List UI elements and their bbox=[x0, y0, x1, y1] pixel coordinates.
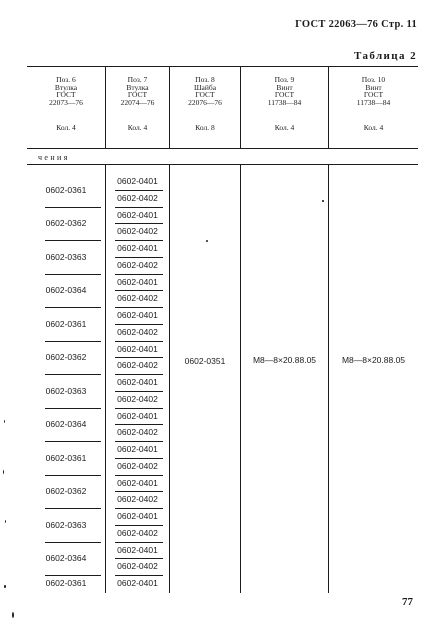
col7-row-separator bbox=[115, 525, 163, 526]
col6-cell: 0602-0361 bbox=[45, 578, 87, 589]
col6-cell: 0602-0361 bbox=[45, 318, 87, 329]
col6-row-separator bbox=[45, 441, 101, 442]
col7-row-separator bbox=[115, 307, 163, 308]
col7-cell: 0602-0402 bbox=[117, 561, 158, 572]
col7-cell: 0602-0402 bbox=[117, 293, 158, 304]
col6-row-separator bbox=[45, 374, 101, 375]
col6-cell: 0602-0363 bbox=[45, 251, 87, 262]
quantity-pos9: Кол. 4 bbox=[274, 123, 295, 132]
col7-row-separator bbox=[115, 458, 163, 459]
col6-cell: 0602-0364 bbox=[45, 553, 87, 564]
col7-row-separator bbox=[115, 357, 163, 358]
quantity-pos6: Кол. 4 bbox=[56, 123, 76, 132]
col7-cell: 0602-0402 bbox=[117, 226, 158, 237]
table-top-border bbox=[27, 66, 418, 67]
col6-row-separator bbox=[45, 508, 101, 509]
column-pos: Поз. 9 bbox=[274, 75, 295, 84]
col9-merged-value: M8—8×20.88.05 bbox=[252, 355, 317, 365]
col7-row-separator bbox=[115, 558, 163, 559]
column-header-pos6 bbox=[27, 76, 105, 106]
column-name: Винт bbox=[276, 82, 293, 92]
col6-row-separator bbox=[45, 240, 101, 241]
col7-row-separator bbox=[115, 207, 163, 208]
col7-row-separator bbox=[115, 274, 163, 275]
quantity-pos10: Кол. 4 bbox=[363, 123, 384, 132]
scan-speck bbox=[206, 240, 208, 242]
col6-row-separator bbox=[45, 575, 101, 576]
col7-cell: 0602-0402 bbox=[117, 393, 158, 404]
col7-row-separator bbox=[115, 391, 163, 392]
column-header-pos7 bbox=[106, 76, 169, 106]
quantity-pos7: Кол. 4 bbox=[127, 123, 148, 132]
continuation-border bbox=[27, 164, 418, 165]
col6-cell: 0602-0362 bbox=[45, 218, 87, 229]
continuation-label: чения bbox=[38, 153, 70, 162]
column-pos: Поз. 6 bbox=[56, 75, 76, 84]
col6-row-separator bbox=[45, 307, 101, 308]
scan-speck bbox=[5, 520, 6, 523]
body-divider-2 bbox=[169, 165, 170, 593]
column-header-pos10 bbox=[329, 76, 418, 106]
scan-speck bbox=[322, 200, 324, 202]
col6-row-separator bbox=[45, 408, 101, 409]
col7-cell: 0602-0401 bbox=[117, 477, 158, 488]
column-std: ГОСТ bbox=[274, 90, 295, 99]
header-bottom-border bbox=[27, 148, 418, 149]
col7-row-separator bbox=[115, 475, 163, 476]
col7-cell: 0602-0401 bbox=[117, 444, 158, 454]
col7-cell: 0602-0401 bbox=[117, 343, 158, 354]
col7-cell: 0602-0401 bbox=[117, 511, 158, 521]
col7-row-separator bbox=[115, 491, 163, 492]
col6-row-separator bbox=[45, 542, 101, 543]
col7-row-separator bbox=[115, 508, 163, 509]
col7-cell: 0602-0402 bbox=[117, 460, 158, 471]
col7-row-separator bbox=[115, 257, 163, 258]
col7-cell: 0602-0401 bbox=[117, 578, 158, 588]
col7-row-separator bbox=[115, 223, 163, 224]
col7-row-separator bbox=[115, 542, 163, 543]
column-std: ГОСТ bbox=[363, 90, 384, 99]
column-name: Винт bbox=[365, 82, 382, 92]
col8-merged-value: 0602-0351 bbox=[184, 356, 226, 366]
column-name: Шайба bbox=[193, 82, 217, 92]
col7-cell: 0602-0401 bbox=[117, 377, 158, 387]
column-pos: Поз. 8 bbox=[195, 75, 215, 84]
col7-cell: 0602-0402 bbox=[117, 427, 158, 438]
col6-cell: 0602-0361 bbox=[45, 452, 87, 463]
col6-row-separator bbox=[45, 207, 101, 208]
col7-cell: 0602-0401 bbox=[117, 544, 158, 555]
quantity-pos8: Кол. 8 bbox=[195, 123, 215, 132]
column-std: ГОСТ bbox=[127, 90, 148, 99]
col6-cell: 0602-0362 bbox=[45, 486, 87, 497]
scan-speck bbox=[4, 420, 5, 423]
col6-row-separator bbox=[45, 274, 101, 275]
col6-cell: 0602-0363 bbox=[45, 519, 87, 530]
column-num: 11738—84 bbox=[267, 97, 302, 107]
col7-row-separator bbox=[115, 575, 163, 576]
col7-row-separator bbox=[115, 341, 163, 342]
col6-cell: 0602-0363 bbox=[45, 385, 87, 396]
col7-cell: 0602-0402 bbox=[117, 259, 158, 270]
col7-row-separator bbox=[115, 424, 163, 425]
col7-cell: 0602-0402 bbox=[117, 527, 158, 538]
col7-cell: 0602-0401 bbox=[117, 209, 158, 220]
table-title: Таблица 2 bbox=[354, 50, 417, 62]
scan-speck bbox=[12, 612, 14, 618]
column-std: ГОСТ bbox=[195, 90, 215, 99]
column-num: 22074—76 bbox=[120, 97, 155, 107]
column-pos: Поз. 7 bbox=[127, 75, 148, 84]
col7-row-separator bbox=[115, 374, 163, 375]
body-divider-4 bbox=[328, 165, 329, 593]
col7-cell: 0602-0401 bbox=[117, 276, 158, 287]
col6-row-separator bbox=[45, 475, 101, 476]
column-name: Втулка bbox=[126, 82, 149, 92]
col7-cell: 0602-0402 bbox=[117, 326, 158, 337]
col7-row-separator bbox=[115, 324, 163, 325]
col6-cell: 0602-0364 bbox=[45, 419, 87, 430]
col7-cell: 0602-0401 bbox=[117, 176, 158, 186]
column-num: 22076—76 bbox=[188, 97, 222, 107]
body-divider-3 bbox=[240, 165, 241, 593]
scan-speck bbox=[3, 470, 4, 474]
col7-cell: 0602-0401 bbox=[117, 310, 158, 320]
column-name: Втулка bbox=[54, 82, 78, 92]
col7-cell: 0602-0401 bbox=[117, 243, 158, 253]
col7-row-separator bbox=[115, 441, 163, 442]
col6-cell: 0602-0361 bbox=[45, 184, 87, 195]
col7-cell: 0602-0401 bbox=[117, 410, 158, 421]
col7-row-separator bbox=[115, 290, 163, 291]
col7-cell: 0602-0402 bbox=[117, 192, 158, 203]
column-header-pos8 bbox=[170, 76, 240, 106]
col7-cell: 0602-0402 bbox=[117, 360, 158, 371]
page-number: 77 bbox=[402, 596, 413, 608]
col6-row-separator bbox=[45, 341, 101, 342]
col7-cell: 0602-0402 bbox=[117, 494, 158, 505]
scan-speck bbox=[4, 585, 6, 588]
col6-cell: 0602-0362 bbox=[45, 352, 87, 363]
column-header-pos9 bbox=[241, 76, 328, 106]
column-num: 11738—84 bbox=[356, 97, 391, 107]
col6-cell: 0602-0364 bbox=[45, 285, 87, 296]
col7-row-separator bbox=[115, 408, 163, 409]
column-pos: Поз. 10 bbox=[361, 75, 386, 84]
column-num: 22073—76 bbox=[49, 97, 83, 107]
col7-row-separator bbox=[115, 190, 163, 191]
document-reference: ГОСТ 22063—76 Стр. 11 bbox=[295, 19, 417, 30]
column-std: ГОСТ bbox=[56, 90, 76, 99]
col10-merged-value: M8—8×20.88.05 bbox=[341, 355, 406, 365]
col7-row-separator bbox=[115, 240, 163, 241]
